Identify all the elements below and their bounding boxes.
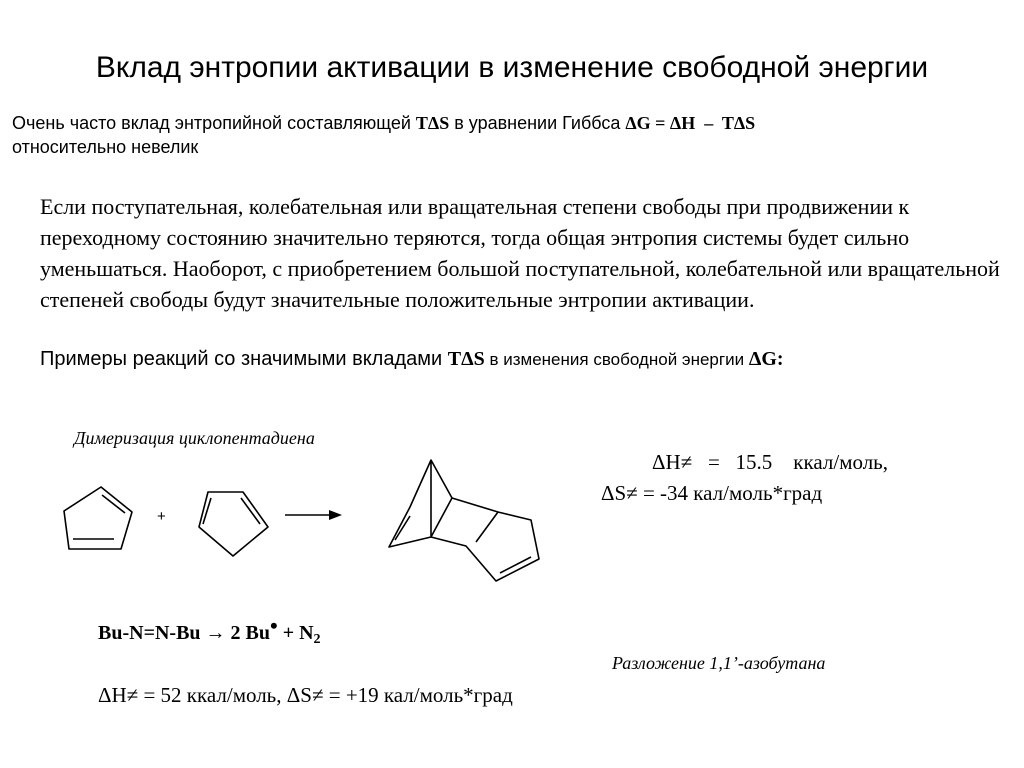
gibbs-equation: ΔG = ΔH – TΔS: [625, 113, 756, 133]
page-title: Вклад энтропии активации в изменение свободной энергии: [95, 51, 929, 84]
activation-enthalpy-1: ΔH≠ = 15.5 ккал/моль,: [652, 450, 889, 474]
azobutane-lhs: Bu-N=N-Bu → 2 Bu: [98, 622, 270, 644]
activation-entropy-1: ΔS≠ = -34 кал/моль*град: [601, 481, 823, 505]
dimerization-label: Димеризация циклопентадиена: [74, 428, 315, 448]
azobutane-subscript: 2: [313, 632, 321, 647]
azobutane-label: Разложение 1,1’-азобутана: [612, 653, 826, 673]
examples-lead: Примеры реакций со значимыми вкладами: [40, 348, 448, 370]
intro-text-1: Очень часто вклад энтропийной составляющей: [12, 113, 416, 133]
reaction-arrowhead: [329, 510, 342, 520]
activation-params-2: ΔH≠ = 52 ккал/моль, ΔS≠ = +19 кал/моль*град: [98, 683, 513, 707]
plus-sign: +: [157, 508, 166, 525]
examples-tds: TΔS: [447, 348, 485, 370]
examples-middle: в изменения свободной энергии: [484, 350, 749, 369]
intro-tds: TΔS: [415, 113, 450, 133]
radical-dot: •: [270, 613, 278, 638]
entropy-paragraph: Если поступательная, колебательная или вращательная степени свободы при продвижении к переходному состоянию значительно теряются, тогда общая энтропия системы будет сильно уменьшаться. Наоборот, с приобретением большой поступательной, колебательной или вращательной степеней свободы будут значительные положительные энтропии активации.: [40, 194, 1000, 312]
dicyclopentadiene: [389, 460, 539, 581]
examples-dg: ΔG:: [748, 348, 784, 370]
intro-line-2: относительно невелик: [12, 137, 199, 157]
azobutane-equation: [98, 613, 321, 647]
azobutane-plus-n: + N: [277, 622, 314, 644]
double-bond-2a: [203, 498, 211, 524]
intro-text-2: в уравнении Гиббса: [449, 113, 626, 133]
